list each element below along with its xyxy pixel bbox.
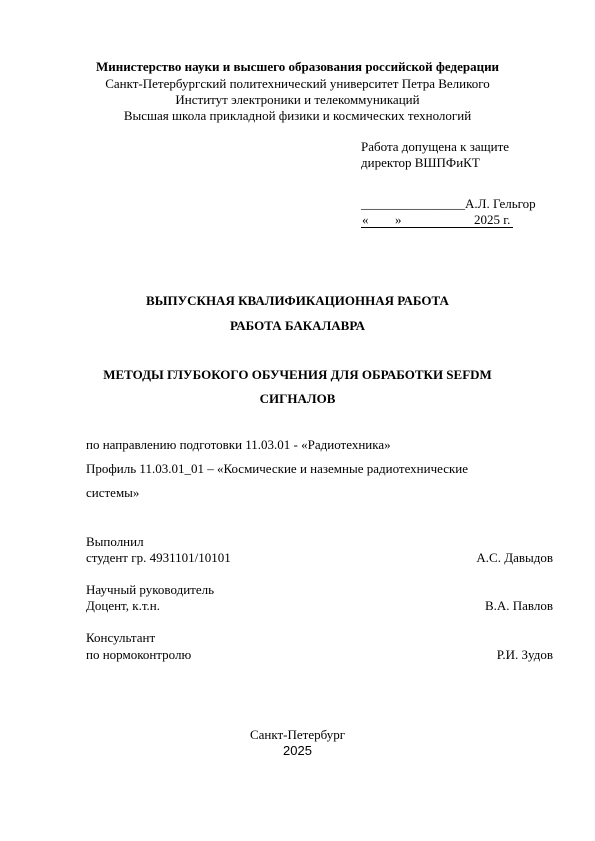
topic-line-1: МЕТОДЫ ГЛУБОКОГО ОБУЧЕНИЯ ДЛЯ ОБРАБОТКИ SEFDM (103, 367, 492, 382)
supervisor-role-2: Доцент, к.т.н. (86, 598, 160, 613)
approval-line-1: Работа допущена к защите (361, 139, 510, 154)
author-role-2: студент гр. 4931101/10101 (86, 550, 231, 565)
author-role-1: Выполнил (86, 534, 144, 549)
institute-name: Институт электроники и телекоммуникаций (175, 92, 420, 107)
topic-line-2: СИГНАЛОВ (259, 391, 336, 406)
work-type-line-2: РАБОТА БАКАЛАВРА (230, 318, 365, 333)
supervisor-role-1: Научный руководитель (86, 582, 215, 597)
footer-city: Санкт-Петербург (249, 727, 346, 742)
date-close-quote: » (395, 212, 402, 227)
approval-signer: А.Л. Гельгор (465, 196, 536, 211)
ministry-heading: Министерство науки и высшего образования российской федерации (95, 59, 500, 74)
footer-year: 2025 (283, 743, 312, 758)
work-type-line-1: ВЫПУСКНАЯ КВАЛИФИКАЦИОННАЯ РАБОТА (146, 293, 449, 308)
author-name: А.С. Давыдов (476, 550, 553, 565)
consultant-role-2: по нормоконтролю (86, 647, 192, 662)
profile-line-2: системы» (86, 485, 140, 500)
school-name: Высшая школа прикладной физики и космических технологий (123, 108, 472, 123)
supervisor-name: В.А. Павлов (484, 598, 553, 613)
date-year: 2025 г. (474, 212, 511, 227)
approval-date-line (361, 213, 513, 228)
university-name: Санкт-Петербургский политехнический университет Петра Великого (105, 76, 490, 91)
profile-line-1: Профиль 11.03.01_01 – «Космические и наземные радиотехнические (86, 461, 469, 476)
consultant-role-1: Консультант (86, 630, 156, 645)
date-open-quote: « (362, 212, 369, 227)
signature-blank: ________________ (361, 196, 465, 211)
direction-line: по направлению подготовки 11.03.01 - «Радиотехника» (86, 437, 391, 452)
consultant-name: Р.И. Зудов (496, 647, 553, 662)
approval-signature-line (361, 197, 536, 210)
approval-line-2: директор ВШПФиКТ (361, 155, 480, 170)
